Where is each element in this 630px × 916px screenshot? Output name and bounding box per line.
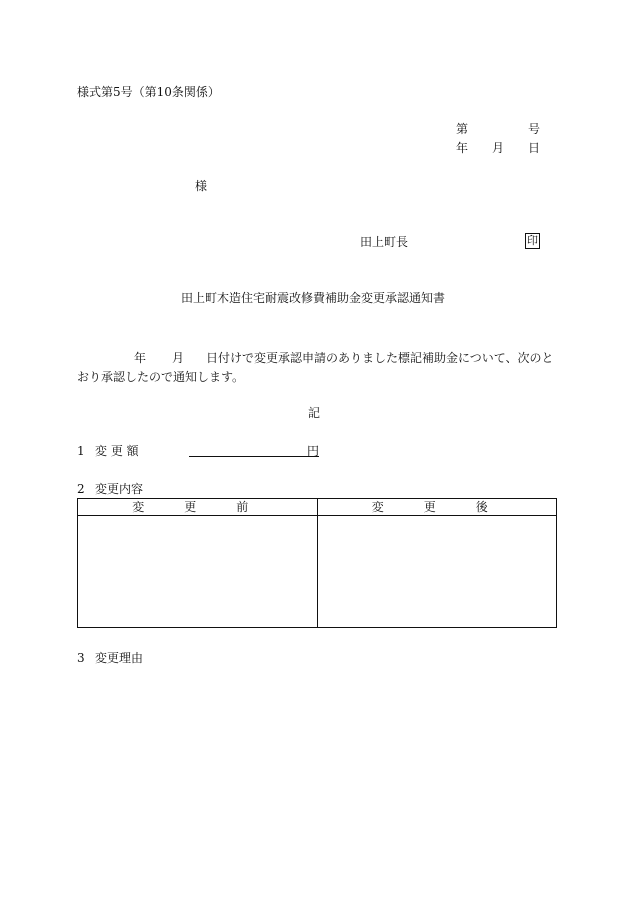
item3-label: 変更理由	[95, 651, 144, 665]
body-paragraph	[77, 349, 557, 387]
item3-number: 3	[77, 651, 85, 665]
item1-number: 1	[77, 444, 85, 458]
after-cell[interactable]	[317, 516, 557, 628]
doc-number-prefix: 第	[456, 122, 469, 136]
doc-number-suffix: 号	[528, 122, 541, 136]
change-table	[77, 498, 557, 628]
before-cell[interactable]	[78, 516, 318, 628]
body-text: 日付けで変更承認申請のありました標記補助金について、次のとおり承認したので通知します。	[77, 351, 554, 384]
header-after: 変 更 後	[317, 499, 557, 516]
addressee-suffix: 様	[195, 179, 208, 193]
issuer-name: 田上町長	[360, 235, 409, 249]
seal-stamp: 印	[527, 234, 538, 247]
ki-heading: 記	[308, 406, 321, 420]
date-day: 日	[528, 141, 541, 155]
item1-unit: 円	[307, 444, 320, 458]
date-year: 年	[456, 141, 469, 155]
item1-label: 変 更 額	[95, 444, 139, 458]
body-year: 年	[134, 351, 147, 365]
item2-label: 変更内容	[95, 482, 144, 496]
body-month: 月	[172, 351, 185, 365]
date-month: 月	[492, 141, 505, 155]
amount-blank-line	[189, 456, 319, 457]
form-number: 様式第5号（第10条関係）	[77, 85, 220, 99]
header-before: 変 更 前	[78, 499, 318, 516]
document-title: 田上町木造住宅耐震改修費補助金変更承認通知書	[181, 291, 446, 305]
item2-number: 2	[77, 482, 85, 496]
